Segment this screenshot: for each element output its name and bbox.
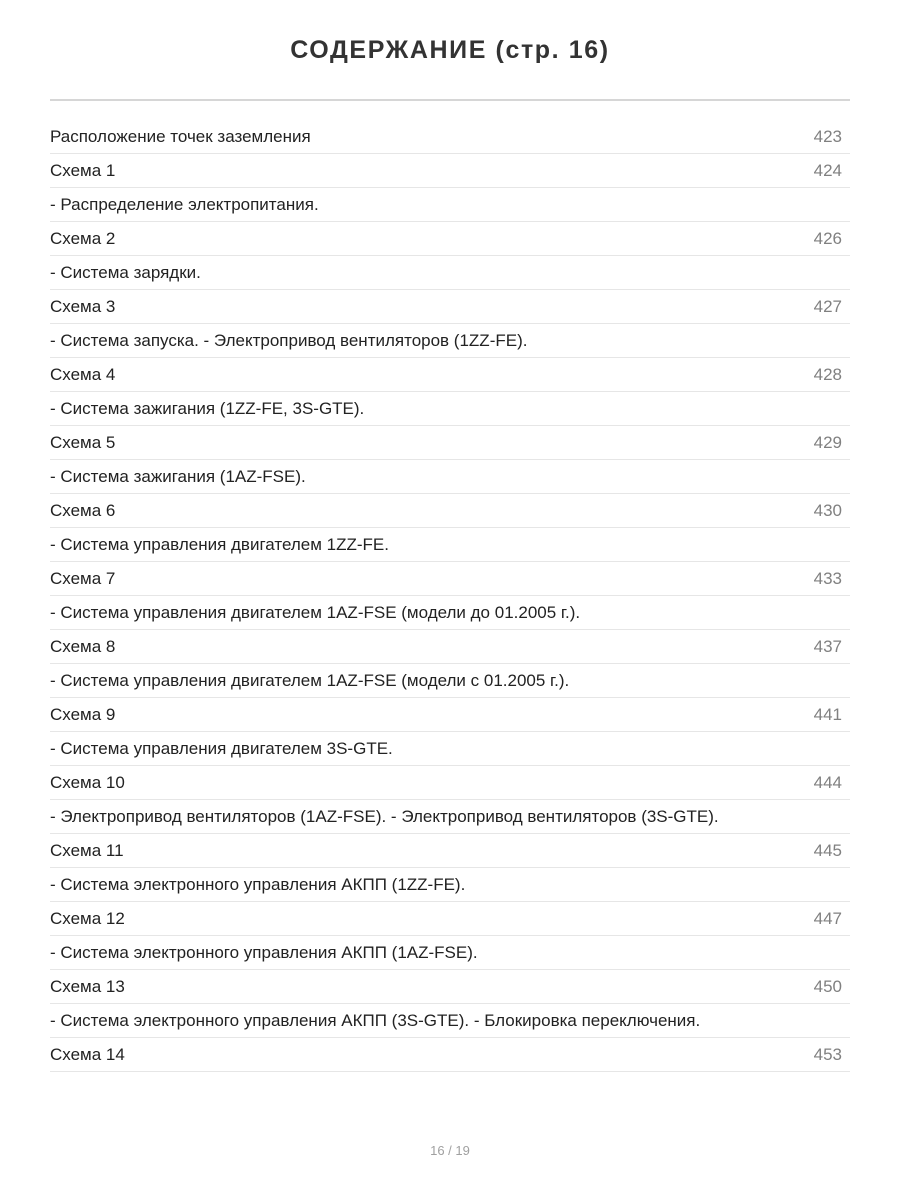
toc-entry-page-number: 445 — [813, 841, 842, 860]
toc-entry-title: - Система управления двигателем 1ZZ-FE. — [50, 535, 389, 554]
toc-entry-page-number: 453 — [813, 1045, 842, 1064]
toc-entry-page-number: 444 — [813, 773, 842, 792]
toc-entry-title: Схема 13 — [50, 977, 125, 996]
toc-entry[interactable] — [50, 256, 850, 290]
toc-entry-page-number: 426 — [813, 229, 842, 248]
toc-entry-page-number: 424 — [813, 161, 842, 180]
toc-entry-title: Схема 10 — [50, 773, 125, 792]
toc-entry[interactable] — [50, 290, 850, 324]
toc-entry-title: Схема 7 — [50, 569, 116, 588]
toc-entry-title: - Система зажигания (1ZZ-FE, 3S-GTE). — [50, 399, 365, 418]
toc-entry[interactable] — [50, 528, 850, 562]
toc-entry-title: - Система электронного управления АКПП (1ZZ-FE). — [50, 875, 466, 894]
toc-entry[interactable] — [50, 562, 850, 596]
toc-entry[interactable] — [50, 392, 850, 426]
toc-entry-title: - Система запуска. - Электропривод вентиляторов (1ZZ-FE). — [50, 331, 528, 350]
toc-entry[interactable] — [50, 732, 850, 766]
toc-entry-page-number: 427 — [813, 297, 842, 316]
toc-entry-title: - Распределение электропитания. — [50, 195, 319, 214]
page-indicator: 16 / 19 — [430, 1143, 470, 1158]
toc-entry-page-number: 447 — [813, 909, 842, 928]
toc-entry[interactable] — [50, 800, 850, 834]
toc-entry-title: Схема 1 — [50, 161, 116, 180]
toc-entry[interactable] — [50, 494, 850, 528]
toc-entry-page-number: 429 — [813, 433, 842, 452]
toc-entry[interactable] — [50, 426, 850, 460]
toc-entry-title: - Система электронного управления АКПП (3S-GTE). - Блокировка переключения. — [50, 1011, 701, 1030]
toc-entry[interactable] — [50, 902, 850, 936]
toc-entry[interactable] — [50, 630, 850, 664]
toc-entry[interactable] — [50, 358, 850, 392]
toc-entry[interactable] — [50, 1004, 850, 1038]
toc-entry[interactable] — [50, 1038, 850, 1072]
toc-entry-title: - Система зарядки. — [50, 263, 201, 282]
toc-entry-page-number: 433 — [813, 569, 842, 588]
toc-entry-title: Схема 11 — [50, 841, 124, 860]
toc-entry-page-number: 441 — [813, 705, 842, 724]
toc-entry-page-number: 437 — [813, 637, 842, 656]
toc-entry-title: Расположение точек заземления — [50, 127, 311, 146]
title-divider — [50, 99, 850, 101]
toc-entry[interactable] — [50, 460, 850, 494]
toc-entry[interactable] — [50, 868, 850, 902]
toc-entry-title: - Система электронного управления АКПП (1AZ-FSE). — [50, 943, 478, 962]
toc-entry-page-number: 423 — [813, 127, 842, 146]
toc-entry[interactable] — [50, 698, 850, 732]
toc-entry[interactable] — [50, 188, 850, 222]
toc-entry-title: Схема 4 — [50, 365, 116, 384]
toc-entry-title: - Система зажигания (1AZ-FSE). — [50, 467, 306, 486]
toc-entry-page-number: 430 — [813, 501, 842, 520]
toc-entry[interactable] — [50, 766, 850, 800]
toc-entry[interactable] — [50, 970, 850, 1004]
toc-entry-title: Схема 8 — [50, 637, 116, 656]
toc-entry[interactable] — [50, 596, 850, 630]
toc-entry-title: - Электропривод вентиляторов (1AZ-FSE). - Электропривод вентиляторов (3S-GTE). — [50, 807, 719, 826]
toc-entry[interactable] — [50, 664, 850, 698]
toc-entry[interactable] — [50, 936, 850, 970]
toc-list — [50, 120, 850, 1072]
toc-entry[interactable] — [50, 222, 850, 256]
toc-entry-title: Схема 9 — [50, 705, 116, 724]
toc-entry[interactable] — [50, 120, 850, 154]
toc-entry-page-number: 450 — [813, 977, 842, 996]
toc-entry[interactable] — [50, 154, 850, 188]
toc-entry-title: Схема 5 — [50, 433, 116, 452]
toc-entry[interactable] — [50, 324, 850, 358]
toc-entry-title: Схема 12 — [50, 909, 125, 928]
toc-entry-title: Схема 14 — [50, 1045, 125, 1064]
page-title: СОДЕРЖАНИЕ (стр. 16) — [290, 36, 610, 64]
toc-entry-title: Схема 6 — [50, 501, 116, 520]
toc-entry[interactable] — [50, 834, 850, 868]
toc-entry-title: Схема 2 — [50, 229, 116, 248]
toc-entry-title: - Система управления двигателем 1AZ-FSE (модели до 01.2005 г.). — [50, 603, 581, 622]
toc-entry-title: - Система управления двигателем 1AZ-FSE (модели с 01.2005 г.). — [50, 671, 570, 690]
toc-entry-page-number: 428 — [813, 365, 842, 384]
toc-entry-title: Схема 3 — [50, 297, 116, 316]
toc-entry-title: - Система управления двигателем 3S-GTE. — [50, 739, 393, 758]
